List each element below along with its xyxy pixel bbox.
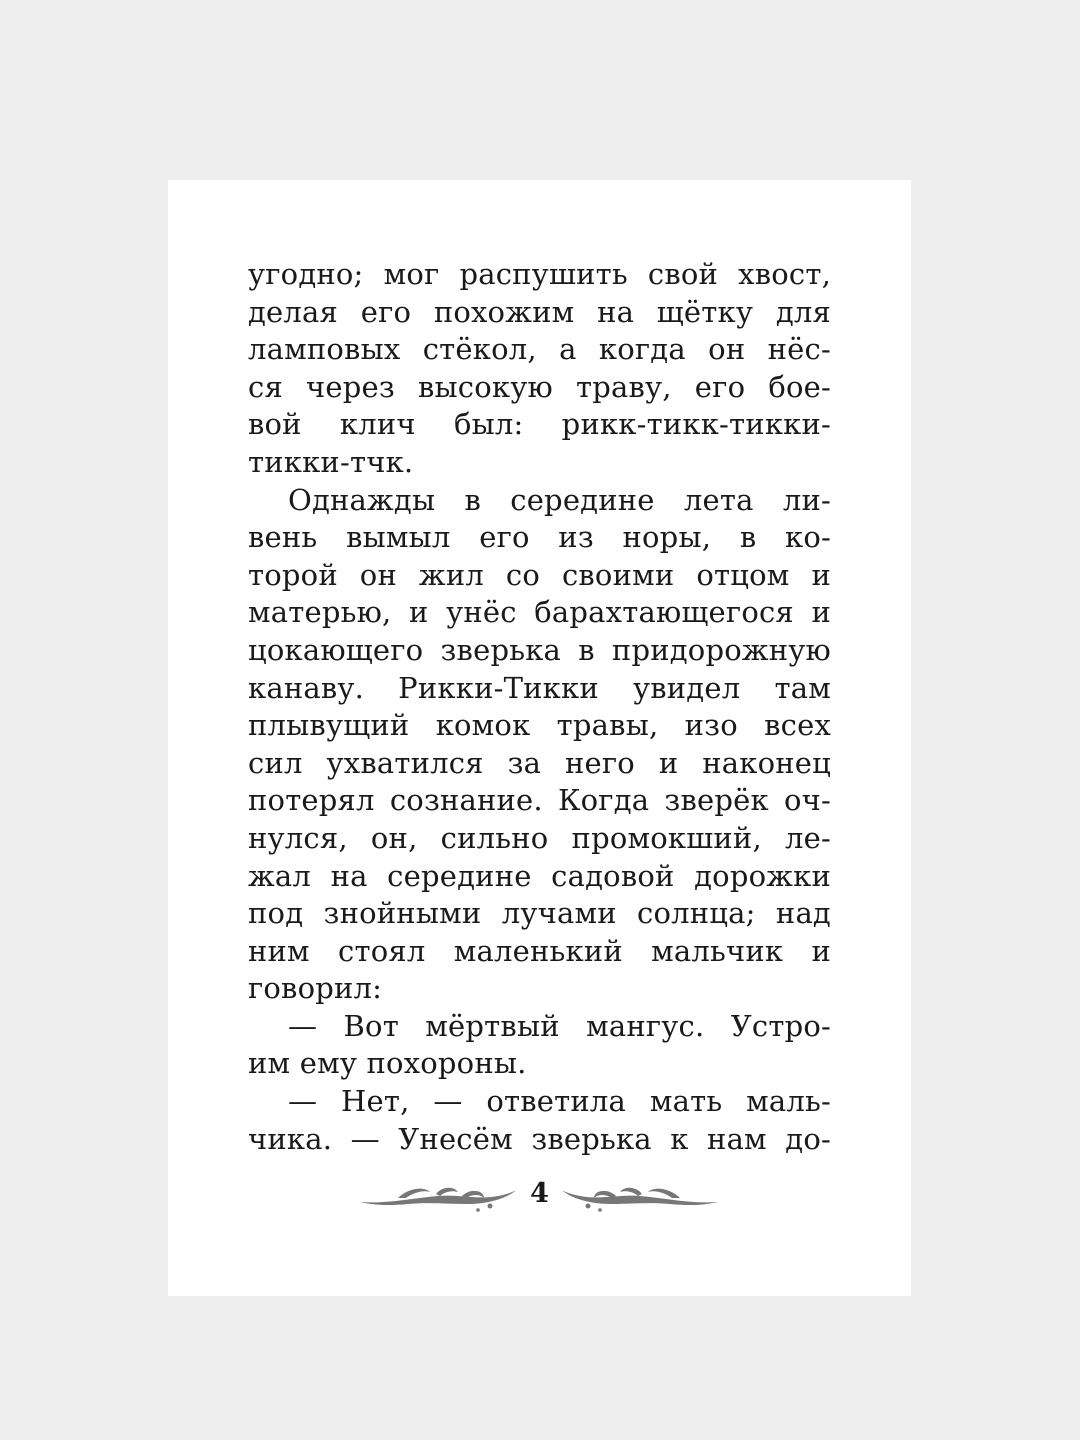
- text-line: потерял сознание. Когда зверёк оч-: [248, 783, 831, 818]
- text-line: ним стоял маленький мальчик и: [248, 933, 831, 968]
- text-line: делая его похожим на щётку для: [248, 294, 831, 329]
- text-line: цокающего зверька в придорожную: [248, 632, 831, 667]
- text-line: говорил:: [248, 971, 383, 1006]
- text-line: торой он жил со своими отцом и: [248, 557, 831, 592]
- text-line: матерью, и унёс барахтающегося и: [248, 595, 831, 630]
- text-line: плывущий комок травы, изо всех: [248, 708, 831, 743]
- text-line: вень вымыл его из норы, в ко-: [248, 520, 831, 555]
- text-line: — Нет, — ответила мать маль-: [288, 1084, 831, 1119]
- text-line: нулся, он, сильно промокший, ле-: [248, 820, 831, 855]
- text-line: угодно; мог распушить свой хвост,: [248, 257, 831, 291]
- text-line: тикки-тчк.: [248, 444, 414, 479]
- text-line: Однажды в середине лета ли-: [288, 482, 831, 517]
- page-text: [248, 256, 831, 1158]
- book-page: [168, 180, 911, 1296]
- text-line: сил ухватился за него и наконец: [248, 745, 831, 780]
- text-line: чика. — Унесём зверька к нам до-: [248, 1121, 831, 1156]
- page-footer: [168, 1176, 911, 1226]
- text-line: им ему похороны.: [248, 1046, 527, 1081]
- text-line: жал на середине садовой дорожки: [248, 858, 831, 893]
- page-number: 4: [530, 1178, 549, 1209]
- text-line: канаву. Рикки-Тикки увидел там: [248, 670, 831, 705]
- flourish-right-icon: [560, 1184, 720, 1214]
- text-line: ся через высокую траву, его бое-: [248, 369, 831, 404]
- text-line: вой клич был: рикк-тикк-тикки-: [248, 407, 831, 442]
- text-line: ламповых стёкол, а когда он нёс-: [248, 332, 831, 367]
- text-line: под знойными лучами солнца; над: [248, 896, 831, 931]
- text-line: — Вот мёртвый мангус. Устро-: [288, 1008, 831, 1043]
